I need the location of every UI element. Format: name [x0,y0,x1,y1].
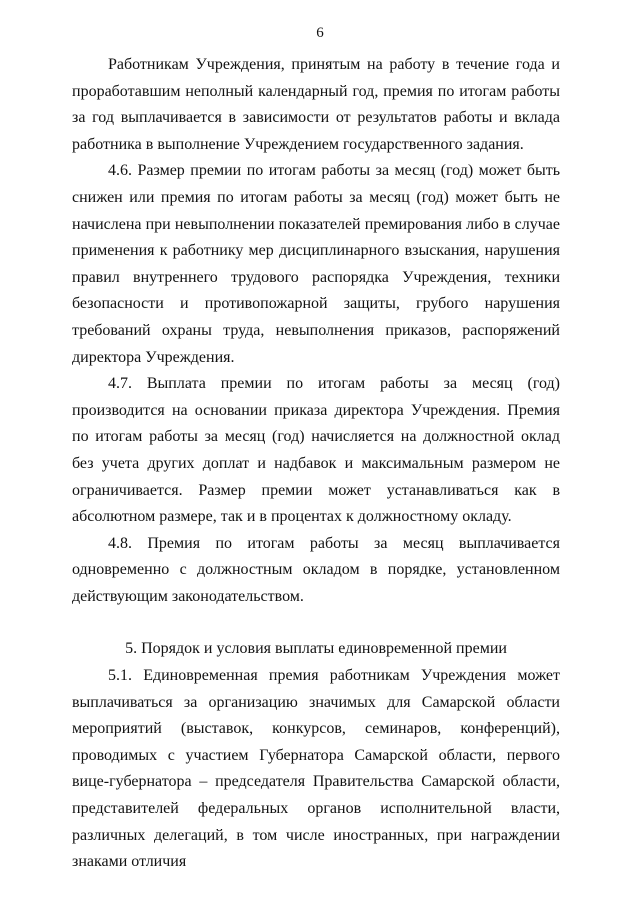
paragraph-5-1: 5.1. Единовременная премия работникам Учреждения может выплачиваться за организацию значимых для Самарской области мероприятий (выставок, конкурсов, семинаров, конференций), проводимых с участием Губернатора Самарской области, первого вице-губернатора – председателя Правительства Самарской области, представителей федеральных органов исполнительной власти, различных делегаций, в том числе иностранных, при награждении знаками отличия [72,667,560,871]
paragraph-4-7: 4.7. Выплата премии по итогам работы за месяц (год) производится на основании приказа директора Учреждения. Премия по итогам работы за месяц (год) начисляется на должностной оклад без учета других доплат и надбавок и максимальным размером не ограничивается. Размер премии может устанавливаться как в абсолютном размере, так и в процентах к должностному окладу. [72,375,560,526]
paragraph-annual-bonus-partial-year: Работникам Учреждения, принятым на работу в течение года и проработавшим неполный календарный год, премия по итогам работы за год выплачивается в зависимости от результатов работы и вклада работника в выполнение Учреждением государственного задания. [72,56,560,153]
document-body [72,52,560,876]
paragraph-4-6: 4.6. Размер премии по итогам работы за месяц (год) может быть снижен или премия по итогам работы за месяц (год) может быть не начислена при невыполнении показателей премирования либо в случае применения к работнику мер дисциплинарного взыскания, нарушения правил внутреннего трудового распорядка Учреждения, техники безопасности и противопожарной защиты, грубого нарушения требований охраны труда, невыполнения приказов, распоряжений директора Учреждения. [72,162,560,366]
section-heading-5: 5. Порядок и условия выплаты единовременной премии [125,640,507,658]
page-number: 6 [316,25,324,41]
paragraph-4-8: 4.8. Премия по итогам работы за месяц выплачивается одновременно с должностным окладом в порядке, установленном действующим законодательством. [72,534,560,605]
